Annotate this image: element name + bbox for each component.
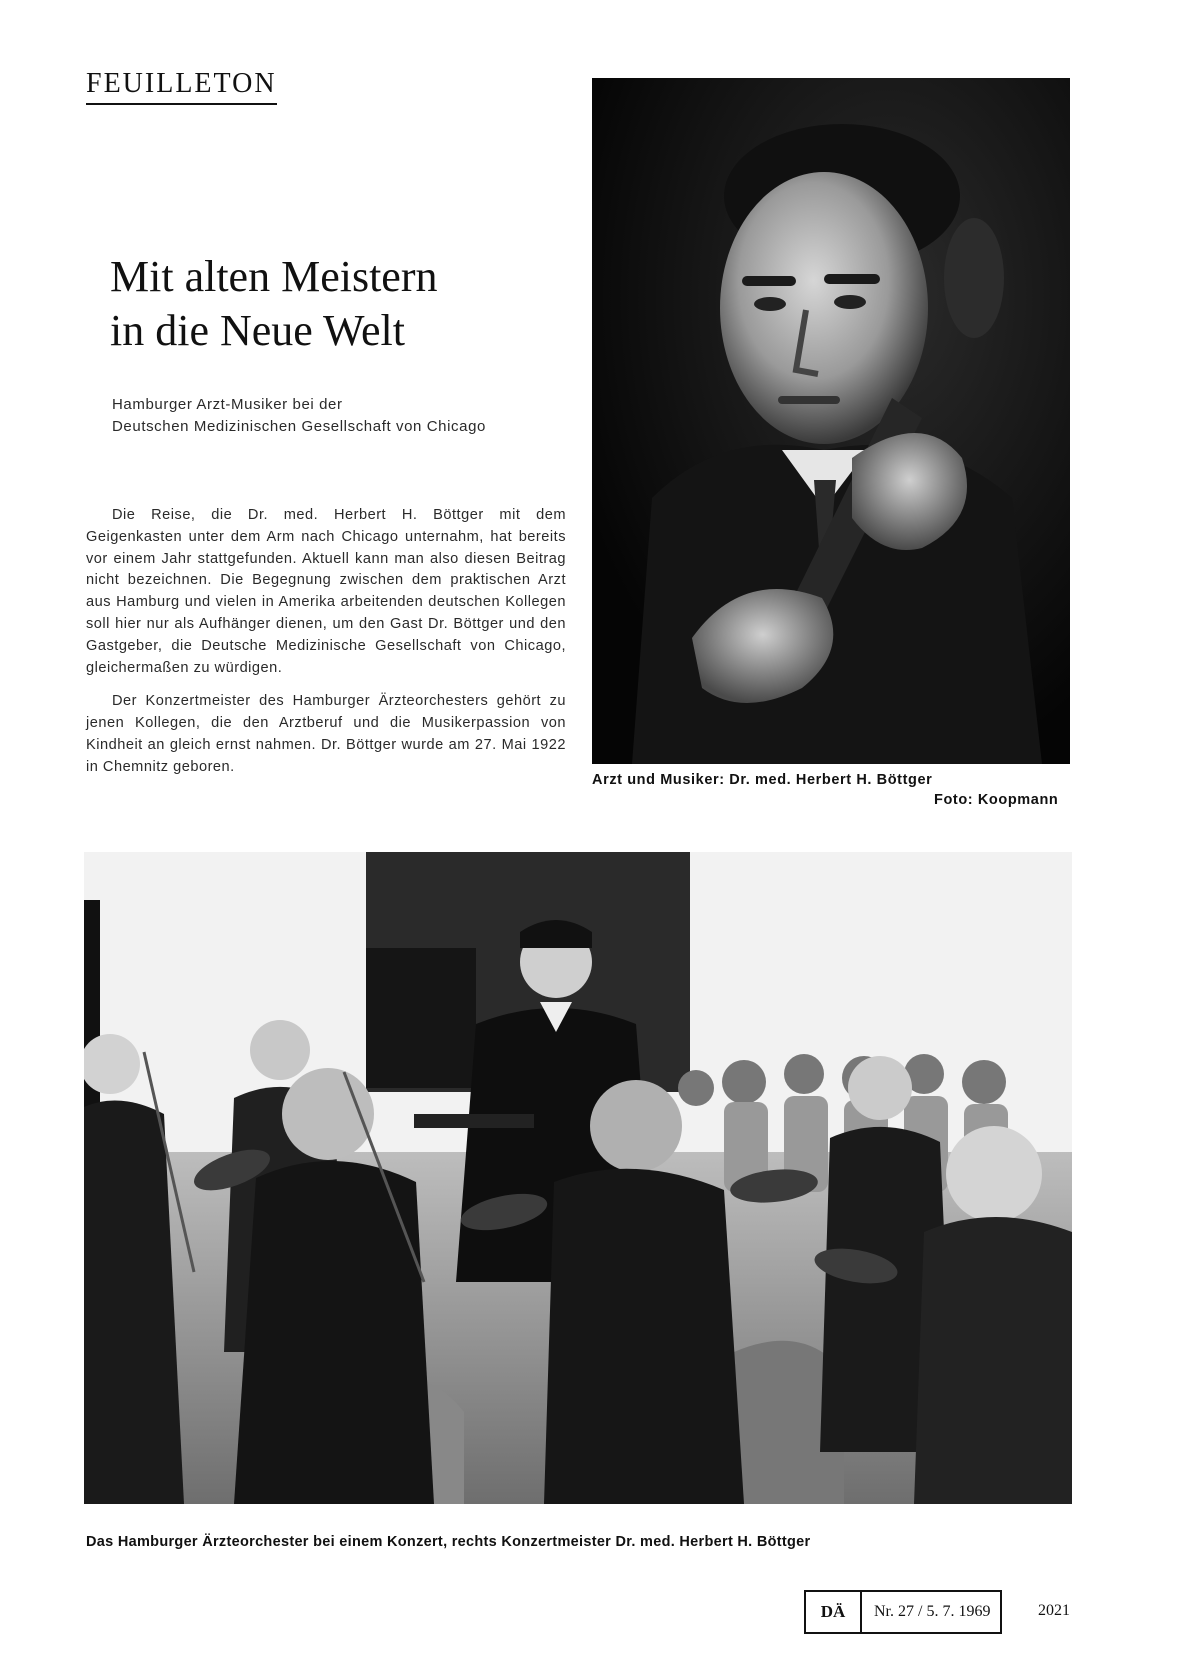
orchestra-caption: Das Hamburger Ärzteorchester bei einem Konzert, rechts Konzertmeister Dr. med. Herbert H. Böttger	[86, 1534, 811, 1550]
portrait-photo	[592, 78, 1070, 764]
headline-line-2: in die Neue Welt	[110, 306, 406, 355]
body-paragraph-2: Der Konzertmeister des Hamburger Ärzteorchesters gehört zu jenen Kollegen, die den Arztberuf und die Musikerpassion von Kindheit an gleich ernst nahmen. Dr. Böttger wurde am 27. Mai 1922 in Chemnitz geboren.	[86, 693, 566, 775]
headline-line-1: Mit alten Meistern	[110, 252, 438, 301]
journal-logo: DÄ	[806, 1592, 862, 1632]
issue-box	[804, 1590, 1002, 1634]
orchestra-photo	[84, 852, 1072, 1504]
article-subhead	[112, 394, 582, 438]
issue-date: Nr. 27 / 5. 7. 1969	[874, 1603, 991, 1620]
body-paragraph-1: Die Reise, die Dr. med. Herbert H. Böttger mit dem Geigenkasten unter dem Arm nach Chicago unternahm, hat bereits vor einem Jahr stattgefunden. Aktuell kann man also diesen Beitrag nicht bezeichnen. Die Begegnung zwischen dem praktischen Arzt aus Hamburg und vielen in Amerika arbeitenden deutschen Kollegen soll hier nur als Aufhänger dienen, um den Gast Dr. Böttger und den Gastgeber, die Deutsche Medizinische Gesellschaft von Chicago, gleichermaßen zu würdigen.	[86, 507, 566, 676]
page-number: 2021	[1038, 1602, 1070, 1619]
section-label: FEUILLETON	[86, 68, 277, 105]
photo-credit: Foto: Koopmann	[934, 792, 1059, 808]
portrait-caption: Arzt und Musiker: Dr. med. Herbert H. Böttger	[592, 772, 933, 788]
article-body	[86, 505, 566, 791]
subhead-line-1: Hamburger Arzt-Musiker bei der	[112, 396, 343, 413]
article-headline	[110, 250, 570, 358]
subhead-line-2: Deutschen Medizinischen Gesellschaft von Chicago	[112, 418, 486, 435]
